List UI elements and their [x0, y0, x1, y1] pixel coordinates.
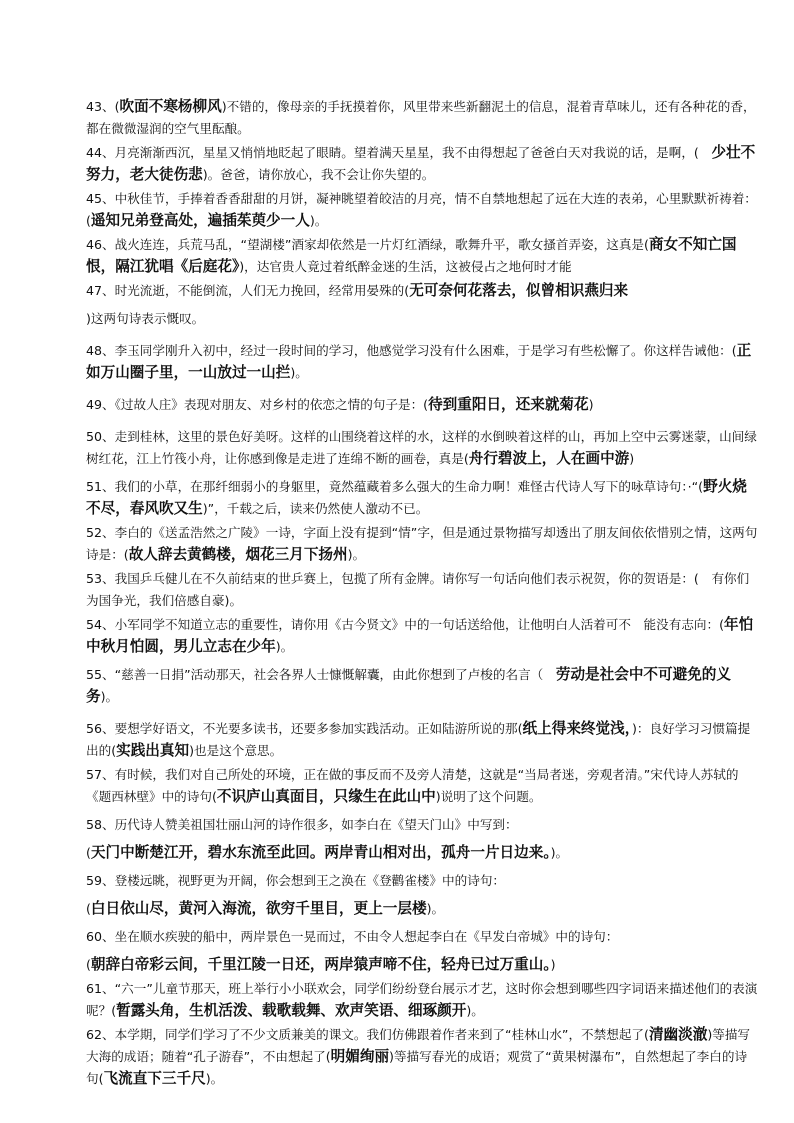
document-page — [86, 96, 758, 1090]
question-item — [86, 308, 758, 330]
question-text: 48、李玉同学刚升入初中，经过一段时间的学习，他感觉学习没有什么困难，于是学习有些松懈了。你这样告诫他：( — [86, 343, 737, 358]
question-item — [86, 476, 758, 520]
question-item — [86, 814, 758, 836]
question-item — [86, 96, 758, 140]
question-text: )”，千载之后，读来仍然使人激动不已。 — [202, 501, 429, 516]
question-text: 56、要想学好语文，不光要多读书，还要多参加实践活动。正如陆游所说的那( — [86, 721, 523, 736]
question-text: 50、走到桂林，这里的景色好美呀。这样的山围绕着这样的水，这样的水倒映着这样的山，再加上空中云雾迷蒙，山间绿树红花，江上竹筏小舟，让你感到像是走进了连绵不断的画卷，真是( — [86, 429, 757, 466]
question-text: )。 — [100, 689, 119, 704]
question-text: )。 — [290, 365, 308, 380]
answer-text: 年怕中秋月怕圆，男儿立志在少年 — [86, 616, 754, 655]
question-text: 52、李白的《送孟浩然之广陵》一诗，字面上没有提到“情”字，但是通过景物描写却透出了朋友间依依惜别之情，这两句诗是：( — [86, 525, 758, 562]
question-item — [86, 1024, 758, 1090]
answer-text: 纸上得来终觉浅， — [522, 720, 632, 737]
question-text: )。 — [426, 901, 445, 916]
question-text: )等描写大海的成语；随着“孔子游春”，不由想起了( — [86, 1027, 751, 1064]
question-text: ) — [588, 397, 594, 412]
question-text: 46、战火连连，兵荒马乱，“望湖楼”酒家却依然是一片灯红酒绿，歌舞升平，歌女搔首弄姿，这真是( — [86, 237, 649, 252]
question-item — [86, 842, 758, 864]
question-text: ( — [86, 901, 91, 916]
question-text: ) — [550, 957, 556, 972]
answer-text: 朝辞白帝彩云间，千里江陵一日还，两岸猿声啼不住，轻舟已过万重山。 — [90, 956, 551, 973]
question-text: )不错的，像母亲的手抚摸着你，风里带来些新翻泥土的信息，混着青草味儿，还有各种花的香，都在微微湿润的空气里酝酿。 — [86, 99, 756, 136]
question-text: ( — [86, 845, 91, 860]
question-text: 44、月亮渐渐西沉，星星又悄悄地眨起了眼睛。望着满天星星，我不由得想起了爸爸白天对我说的话，是啊，( — [86, 145, 712, 160]
answer-text: 故人辞去黄鹤楼，烟花三月下扬州 — [128, 546, 348, 563]
answer-text: 清幽淡澈 — [648, 1026, 708, 1043]
answer-text: 实践出真知 — [116, 742, 190, 759]
answer-text: 白日依山尽，黄河入海流，欲穷千里目，更上一层楼 — [90, 900, 427, 917]
question-text: ( — [86, 957, 91, 972]
question-item — [86, 426, 758, 470]
answer-text: 野火烧不尽，春风吹又生 — [86, 478, 747, 517]
question-text: )。 — [275, 639, 294, 654]
question-text: 55、“慈善一日捐”活动那天，社会各界人士慷慨解囊，由此你想到了卢梭的名言（ — [86, 667, 556, 682]
question-item — [86, 764, 758, 808]
answer-text: 遥知兄弟登高处，遍插茱萸少一人 — [90, 212, 310, 229]
question-item — [86, 188, 758, 232]
question-item — [86, 898, 758, 920]
answer-text: 劳动是社会中不可避免的义务 — [86, 666, 731, 705]
answer-text: 舟行碧波上，人在画中游 — [468, 450, 630, 467]
question-item — [86, 718, 758, 762]
question-text: )。 — [205, 1071, 224, 1086]
question-text: )。 — [309, 213, 328, 228]
question-text: )这两句诗表示慨叹。 — [86, 311, 205, 326]
answer-text: 正如万山圈子里，一山放过一山拦 — [86, 342, 752, 381]
question-item — [86, 614, 758, 658]
question-text: )等描写春光的成语；观赏了“黄果树瀑布”，自然想起了李白的诗句( — [86, 1049, 748, 1086]
question-item — [86, 954, 758, 976]
question-text: 58、历代诗人赞美祖国壮丽山河的诗作很多，如李白在《望天门山》中写到： — [86, 817, 518, 832]
question-text: )。 — [466, 1003, 484, 1018]
question-item — [86, 522, 758, 566]
question-text: )。 — [550, 845, 569, 860]
answer-text: 少壮不努力，老大徒伤悲 — [86, 144, 756, 183]
question-text: 59、登楼远眺，视野更为开阔，你会想到王之涣在《登鹳雀楼》中的诗句： — [86, 873, 506, 888]
question-text: 57、有时候，我们对自己所处的环境，正在做的事反而不及旁人清楚，这就是“当局者迷，旁观者清。”宋代诗人苏轼的《题西林壁》中的诗句( — [86, 767, 739, 804]
answer-text: 天门中断楚江开，碧水东流至此回。两岸青山相对出，孤舟一片日边来。 — [90, 844, 551, 861]
question-text: 53、我国乒乓健儿在不久前结束的世乒赛上，包揽了所有金牌。请你写一句话向他们表示祝贺，你的贺语是：( 有你们为国争光，我们倍感自豪)。 — [86, 571, 750, 608]
question-item — [86, 142, 758, 186]
question-text: 62、本学期，同学们学习了不少文质兼美的课文。我们仿佛跟着作者来到了“桂林山水”，不禁想起了( — [86, 1027, 649, 1042]
question-text: )，达官贵人竟过着纸醉金迷的生活，这被侵占之地何时才能 — [239, 259, 572, 274]
question-text: )说明了这个问题。 — [435, 789, 542, 804]
answer-text: 明媚绚丽 — [330, 1048, 390, 1065]
question-item — [86, 234, 758, 278]
question-text: )。爸爸，请你放心，我不会让你失望的。 — [202, 167, 435, 182]
question-item — [86, 664, 758, 708]
question-item — [86, 978, 758, 1022]
answer-text: 商女不知亡国恨，隔江犹唱《后庭花》 — [86, 236, 737, 275]
question-item — [86, 870, 758, 892]
question-text: 60、坐在顺水疾驶的船中，两岸景色一晃而过，不由令人想起李白在《早发白帝城》中的诗句： — [86, 929, 619, 944]
question-item — [86, 394, 758, 416]
answer-text: 飞流直下三千尺 — [103, 1070, 206, 1087]
question-text: 47、时光流逝，不能倒流，人们无力挽回，经常用晏殊的( — [86, 283, 410, 298]
question-text: ) — [629, 451, 635, 466]
question-item — [86, 926, 758, 948]
question-text: 43、( — [86, 99, 120, 114]
question-text: 49、《过故人庄》表现对朋友、对乡村的依恋之情的句子是：( — [86, 397, 429, 412]
answer-text: 吹面不寒杨柳风 — [119, 98, 222, 115]
question-text: 61、“六一”儿童节那天，班上举行小小联欢会，同学们纷纷登台展示才艺，这时你会想到哪些四字词语来描述他们的表演呢？( — [86, 981, 758, 1018]
question-text: )。 — [347, 547, 366, 562]
answer-text: 待到重阳日，还来就菊花 — [428, 396, 589, 413]
question-item — [86, 340, 758, 384]
question-item — [86, 568, 758, 612]
question-item — [86, 280, 758, 302]
answer-text: 不识庐山真面目，只缘生在此山中 — [216, 788, 436, 805]
question-text: )：良好学习习惯篇提出的( — [86, 721, 751, 758]
question-text: 51、我们的小草，在那纤细弱小的身躯里，竟然蕴藏着多么强大的生命力啊！难怪古代诗人写下的咏草诗句：·“( — [86, 479, 704, 494]
question-text: 54、小军同学不知道立志的重要性，请你用《古今贤文》中的一句话送给他，让他明白人活着可不 能没有志向：( — [86, 617, 725, 632]
answer-text: 无可奈何花落去，似曾相识燕归来 — [409, 282, 629, 299]
answer-text: 暂露头角，生机活泼、载歌载舞、欢声笑语、细琢颜开 — [116, 1002, 467, 1019]
question-text: 45、中秋佳节，手捧着香香甜甜的月饼，凝神眺望着皎洁的月亮，情不自禁地想起了远在大连的表弟，心里默默祈祷着：( — [86, 191, 757, 228]
question-text: )也是这个意思。 — [189, 743, 283, 758]
